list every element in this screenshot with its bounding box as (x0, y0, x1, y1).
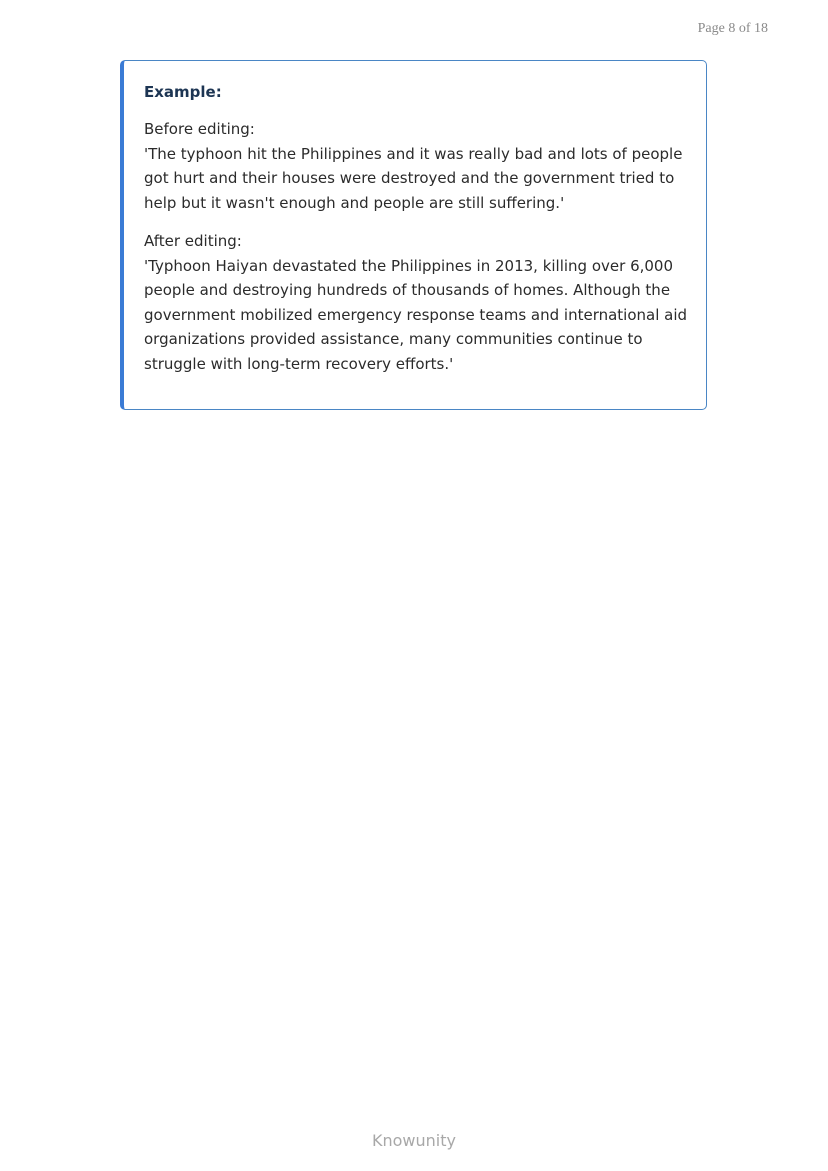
page-number: Page 8 of 18 (697, 21, 768, 36)
before-editing-label: Before editing: (144, 120, 255, 138)
example-title: Example: (144, 83, 222, 101)
after-editing-label: After editing: (144, 232, 242, 250)
example-callout (120, 60, 707, 410)
footer-brand: Knowunity (372, 1131, 456, 1150)
before-editing-block (144, 117, 688, 215)
after-editing-text: 'Typhoon Haiyan devastated the Philippines in 2013, killing over 6,000 people and destroying hundreds of thousands of homes. Although the government mobilized emergency response teams and international aid organizations provided assistance, many communities continue to struggle with long-term recovery efforts.' (144, 256, 688, 373)
after-editing-block (144, 229, 688, 376)
before-editing-text: 'The typhoon hit the Philippines and it was really bad and lots of people got hurt and their houses were destroyed and the government tried to help but it wasn't enough and people are still suffering.' (144, 144, 683, 212)
